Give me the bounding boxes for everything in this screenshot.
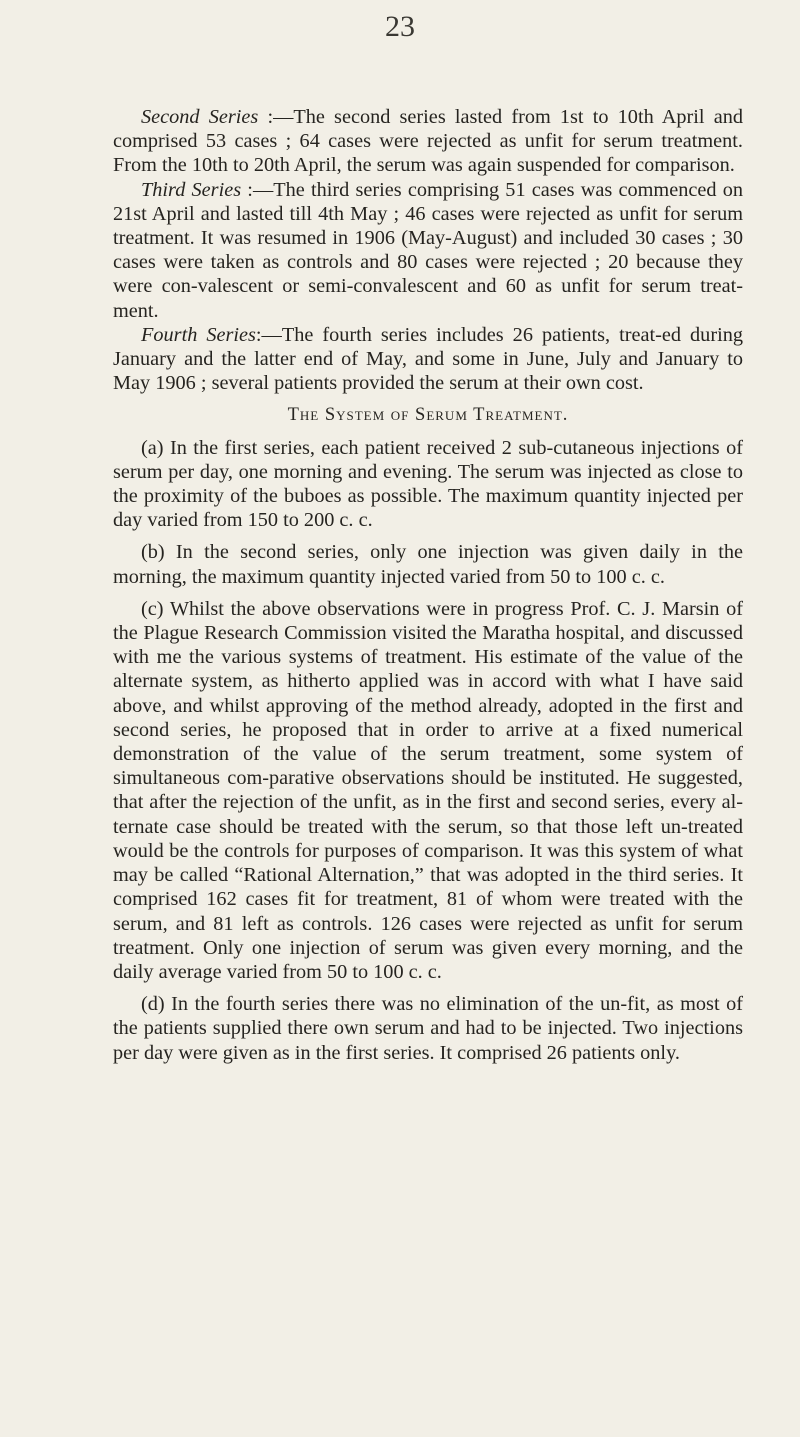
- item-d: [113, 992, 743, 1065]
- item-a: [113, 436, 743, 533]
- item-label: (d): [141, 993, 165, 1016]
- page-number: 23: [385, 10, 415, 43]
- body-text: [113, 105, 743, 1065]
- paragraph-text: :—The third series comprising 51 cases was commenced on 21st April and lasted till 4th May ; 46 cases were rejected as unfit for serum treatment. It was resumed in 1906 (May-August) and included 30 cases ; 30 cases were taken as controls and 80 cases were rejected ; 20 because they were con-valescent or semi-convalescent and 60 as unfit for serum treat-ment.: [113, 178, 743, 322]
- paragraph-lead: Third Series: [141, 178, 242, 201]
- paragraph-lead: Fourth Series: [141, 323, 256, 346]
- section-heading: The System of Serum Treatment.: [287, 405, 569, 426]
- item-c: [113, 597, 743, 984]
- item-label: (b): [141, 541, 165, 564]
- item-b: [113, 540, 743, 588]
- item-label: (c): [141, 597, 164, 620]
- paragraph-third-series: [113, 178, 743, 323]
- paragraph-lead: Second Series: [141, 106, 259, 128]
- item-label: (a): [141, 436, 164, 459]
- paragraph-text: :—The second series lasted from 1st to 10th April and comprised 53 cases ; 64 cases were rejected as unfit for serum treatment. From the 10th to 20th April, the serum was again suspended for comparison.: [113, 106, 743, 177]
- item-text: Whilst the above observations were in progress Prof. C. J. Marsin of the Plague Research Commission visited the Maratha hospital, and discussed with me the various systems of treatment. His estimate of the value of the alternate system, as hitherto applied was in accord with what I have said above, and whilst approving of the method already, adopted in the first and second series, he proposed that in order to arrive at a fixed numerical demonstration of the value of the serum treatment, some system of simultaneous com-parative observations should be instituted. He suggested, that after the rejection of the unfit, as in the first and second series, every al-ternate case should be treated with the serum, so that those left un-treated would be the controls for purposes of comparison. It was this system of what may be called “Rational Alternation,” that was adopted in the third series. It comprised 162 cases fit for treatment, 81 of whom were treated with the serum, and 81 left as controls. 126 cases were rejected as unfit for serum treatment. Only one injection of serum was given every morning, and the daily average varied from 50 to 100 c. c.: [113, 597, 743, 983]
- paragraph-fourth-series: [113, 323, 743, 396]
- item-text: In the first series, each patient received 2 sub-cutaneous injections of serum per day, one morning and evening. The serum was injected as close to the proximity of the buboes as possible. The maximum quantity injected per day varied from 150 to 200 c. c.: [113, 436, 743, 532]
- item-text: In the second series, only one injection was given daily in the morning, the maximum quantity injected varied from 50 to 100 c. c.: [113, 541, 743, 588]
- paragraph-second-series: [113, 105, 743, 178]
- paragraph-text: :—The fourth series includes 26 patients, treat-ed during January and the latter end of May, and some in June, July and January to May 1906 ; several patients provided the serum at their own cost.: [113, 323, 743, 395]
- item-text: In the fourth series there was no elimination of the un-fit, as most of the patients supplied there own serum and had to be injected. Two injections per day were given as in the first series. It comprised 26 patients only.: [113, 993, 743, 1064]
